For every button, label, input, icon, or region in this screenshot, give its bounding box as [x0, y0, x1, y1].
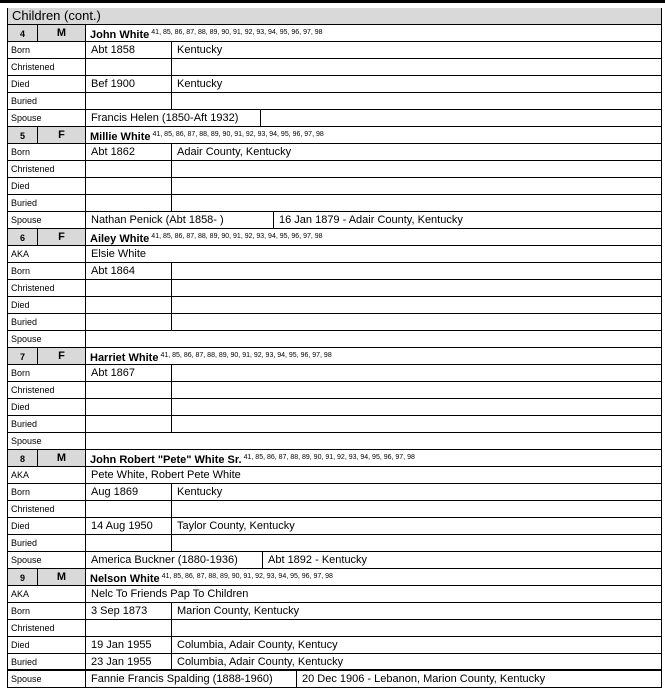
- event-row: [8, 637, 661, 654]
- event-row: [8, 93, 661, 110]
- column-divider: [171, 42, 172, 58]
- event-row: [8, 586, 661, 603]
- column-divider: [296, 671, 297, 687]
- event-row: [8, 552, 661, 569]
- column-divider: [171, 399, 172, 415]
- event-label: Christened: [11, 164, 55, 174]
- child-sex: F: [38, 127, 86, 143]
- child-name-line: [90, 25, 323, 43]
- top-rule: [0, 0, 665, 3]
- event-row: [8, 484, 661, 501]
- column-divider: [171, 280, 172, 296]
- children-list: [8, 25, 661, 688]
- child-name: John Robert "Pete" White Sr.: [90, 454, 242, 466]
- child-header: [8, 25, 661, 42]
- event-label: Died: [11, 79, 30, 89]
- column-divider: [85, 110, 86, 126]
- citation-refs: 41, 85, 86, 87, 88, 89, 90, 91, 92, 93, 94, 95, 96, 97, 98: [160, 352, 332, 359]
- column-divider: [171, 59, 172, 75]
- column-divider: [85, 484, 86, 500]
- event-row: [8, 535, 661, 552]
- event-label: Died: [11, 402, 30, 412]
- column-divider: [85, 212, 86, 228]
- event-label: Christened: [11, 623, 55, 633]
- child-name-line: [90, 450, 415, 468]
- child-number: 8: [8, 450, 38, 466]
- event-value: Abt 1867: [91, 367, 136, 379]
- event-label: Born: [11, 147, 31, 157]
- column-divider: [260, 110, 261, 126]
- child-number: 7: [8, 348, 38, 364]
- child-header: [8, 450, 661, 467]
- column-divider: [171, 263, 172, 279]
- event-label: Spouse: [11, 436, 42, 446]
- event-value: Elsie White: [91, 248, 147, 260]
- event-label: Died: [11, 300, 30, 310]
- event-row: [8, 212, 661, 229]
- child-sex: M: [38, 25, 86, 41]
- column-divider: [85, 93, 86, 109]
- column-divider: [171, 178, 172, 194]
- column-divider: [171, 382, 172, 398]
- event-label: Born: [11, 266, 31, 276]
- citation-refs: 41, 85, 86, 87, 88, 89, 90, 91, 92, 93, 94, 95, 96, 97, 98: [152, 131, 324, 138]
- column-divider: [85, 501, 86, 517]
- event-label: Christened: [11, 62, 55, 72]
- bottom-rule: [7, 669, 661, 670]
- family-sheet: [7, 8, 662, 688]
- event-label: Born: [11, 45, 31, 55]
- event-place: Columbia, Adair County, Kentucky: [177, 656, 344, 668]
- marriage-info: 16 Jan 1879 - Adair County, Kentucky: [279, 214, 463, 226]
- event-label: Born: [11, 487, 31, 497]
- column-divider: [171, 297, 172, 313]
- event-value: Fannie Francis Spalding (1888-1960): [91, 673, 273, 685]
- event-row: [8, 59, 661, 76]
- event-label: Buried: [11, 96, 38, 106]
- event-row: [8, 246, 661, 263]
- event-value: Aug 1869: [91, 486, 139, 498]
- child-number: 9: [8, 569, 38, 585]
- column-divider: [85, 654, 86, 670]
- column-divider: [85, 535, 86, 551]
- column-divider: [85, 586, 86, 602]
- child-name-line: [90, 127, 324, 145]
- event-value: Abt 1862: [91, 146, 136, 158]
- event-value: Pete White, Robert Pete White: [91, 469, 241, 481]
- event-label: Buried: [11, 317, 38, 327]
- column-divider: [85, 195, 86, 211]
- event-row: [8, 195, 661, 212]
- column-divider: [171, 365, 172, 381]
- event-label: Christened: [11, 385, 55, 395]
- column-divider: [85, 178, 86, 194]
- child-sex: M: [38, 569, 86, 585]
- event-label: Born: [11, 368, 31, 378]
- column-divider: [85, 144, 86, 160]
- column-divider: [262, 552, 263, 568]
- event-row: [8, 161, 661, 178]
- column-divider: [273, 212, 274, 228]
- child-name: Ailey White: [90, 233, 150, 245]
- event-row: [8, 399, 661, 416]
- column-divider: [171, 603, 172, 619]
- column-divider: [85, 161, 86, 177]
- event-label: Spouse: [11, 215, 42, 225]
- child-number: 6: [8, 229, 38, 245]
- column-divider: [171, 620, 172, 636]
- child-header: [8, 229, 661, 246]
- column-divider: [171, 518, 172, 534]
- event-value: Abt 1858: [91, 44, 136, 56]
- column-divider: [171, 93, 172, 109]
- event-value: Nathan Penick (Abt 1858- ): [91, 214, 224, 226]
- child-name: John White: [90, 29, 150, 41]
- child-name: Millie White: [90, 131, 151, 143]
- event-row: [8, 263, 661, 280]
- event-value: 3 Sep 1873: [91, 605, 148, 617]
- event-row: [8, 42, 661, 59]
- column-divider: [85, 263, 86, 279]
- column-divider: [85, 246, 86, 262]
- column-divider: [85, 603, 86, 619]
- event-label: Spouse: [11, 334, 42, 344]
- event-label: Died: [11, 181, 30, 191]
- child-header: [8, 569, 661, 586]
- event-label: Spouse: [11, 674, 42, 684]
- event-row: [8, 382, 661, 399]
- event-place: Kentucky: [177, 44, 223, 56]
- event-row: [8, 620, 661, 637]
- event-value: America Buckner (1880-1936): [91, 554, 238, 566]
- column-divider: [171, 637, 172, 653]
- event-value: 23 Jan 1955: [91, 656, 152, 668]
- event-label: Died: [11, 640, 30, 650]
- event-row: [8, 433, 661, 450]
- column-divider: [171, 144, 172, 160]
- event-place: Kentucky: [177, 78, 223, 90]
- column-divider: [85, 42, 86, 58]
- column-divider: [171, 76, 172, 92]
- event-label: AKA: [11, 249, 30, 259]
- column-divider: [85, 518, 86, 534]
- child-sex: F: [38, 229, 86, 245]
- event-label: AKA: [11, 470, 30, 480]
- event-row: [8, 467, 661, 484]
- event-label: Buried: [11, 657, 38, 667]
- citation-refs: 41, 85, 86, 87, 88, 89, 90, 91, 92, 93, 94, 95, 96, 97, 98: [151, 29, 323, 36]
- child-header: [8, 127, 661, 144]
- child-name: Harriet White: [90, 352, 159, 364]
- citation-refs: 41, 85, 86, 87, 88, 89, 90, 91, 92, 93, 94, 95, 96, 97, 98: [151, 233, 323, 240]
- event-place: Kentucky: [177, 486, 223, 498]
- event-label: Christened: [11, 504, 55, 514]
- child-sex: M: [38, 450, 86, 466]
- event-place: Adair County, Kentucky: [177, 146, 292, 158]
- citation-refs: 41, 85, 86, 87, 88, 89, 90, 91, 92, 93, 94, 95, 96, 97, 98: [243, 454, 415, 461]
- child-sex: F: [38, 348, 86, 364]
- child-name-line: [90, 348, 332, 366]
- column-divider: [85, 416, 86, 432]
- event-row: [8, 76, 661, 93]
- event-label: Spouse: [11, 113, 42, 123]
- event-label: Born: [11, 606, 31, 616]
- event-value: Nelc To Friends Pap To Children: [91, 588, 249, 600]
- event-value: Francis Helen (1850-Aft 1932): [91, 112, 239, 124]
- column-divider: [85, 433, 86, 449]
- column-divider: [85, 280, 86, 296]
- column-divider: [85, 552, 86, 568]
- event-value: Bef 1900: [91, 78, 136, 90]
- event-row: [8, 365, 661, 382]
- column-divider: [85, 620, 86, 636]
- column-divider: [85, 297, 86, 313]
- child-number: 5: [8, 127, 38, 143]
- column-divider: [85, 637, 86, 653]
- column-divider: [171, 535, 172, 551]
- event-row: [8, 280, 661, 297]
- event-row: [8, 671, 661, 688]
- event-value: Abt 1864: [91, 265, 136, 277]
- event-row: [8, 297, 661, 314]
- event-place: Marion County, Kentucky: [177, 605, 300, 617]
- event-label: Buried: [11, 419, 38, 429]
- column-divider: [171, 484, 172, 500]
- event-place: Columbia, Adair County, Kentucy: [177, 639, 338, 651]
- event-place: Taylor County, Kentucky: [177, 520, 295, 532]
- column-divider: [85, 365, 86, 381]
- child-header: [8, 348, 661, 365]
- column-divider: [171, 654, 172, 670]
- column-divider: [85, 314, 86, 330]
- column-divider: [85, 399, 86, 415]
- child-number: 4: [8, 25, 38, 41]
- column-divider: [171, 195, 172, 211]
- event-label: Christened: [11, 283, 55, 293]
- event-row: [8, 518, 661, 535]
- column-divider: [85, 671, 86, 687]
- event-label: Buried: [11, 198, 38, 208]
- event-label: Buried: [11, 538, 38, 548]
- column-divider: [171, 416, 172, 432]
- child-name-line: [90, 229, 323, 247]
- event-row: [8, 314, 661, 331]
- section-title: Children (cont.): [8, 8, 661, 25]
- child-name: Nelson White: [90, 573, 160, 585]
- column-divider: [85, 76, 86, 92]
- event-label: AKA: [11, 589, 30, 599]
- column-divider: [171, 314, 172, 330]
- event-row: [8, 501, 661, 518]
- column-divider: [171, 501, 172, 517]
- event-row: [8, 416, 661, 433]
- column-divider: [85, 382, 86, 398]
- event-value: 14 Aug 1950: [91, 520, 153, 532]
- column-divider: [85, 59, 86, 75]
- event-row: [8, 603, 661, 620]
- event-value: 19 Jan 1955: [91, 639, 152, 651]
- child-name-line: [90, 569, 333, 587]
- event-row: [8, 110, 661, 127]
- event-row: [8, 331, 661, 348]
- event-row: [8, 144, 661, 161]
- marriage-info: Abt 1892 - Kentucky: [268, 554, 368, 566]
- event-label: Spouse: [11, 555, 42, 565]
- citation-refs: 41, 85, 86, 87, 88, 89, 90, 91, 92, 93, 94, 95, 96, 97, 98: [161, 573, 333, 580]
- event-label: Died: [11, 521, 30, 531]
- marriage-info: 20 Dec 1906 - Lebanon, Marion County, Kentucky: [302, 673, 546, 685]
- column-divider: [171, 161, 172, 177]
- event-row: [8, 178, 661, 195]
- column-divider: [85, 331, 86, 347]
- column-divider: [85, 467, 86, 483]
